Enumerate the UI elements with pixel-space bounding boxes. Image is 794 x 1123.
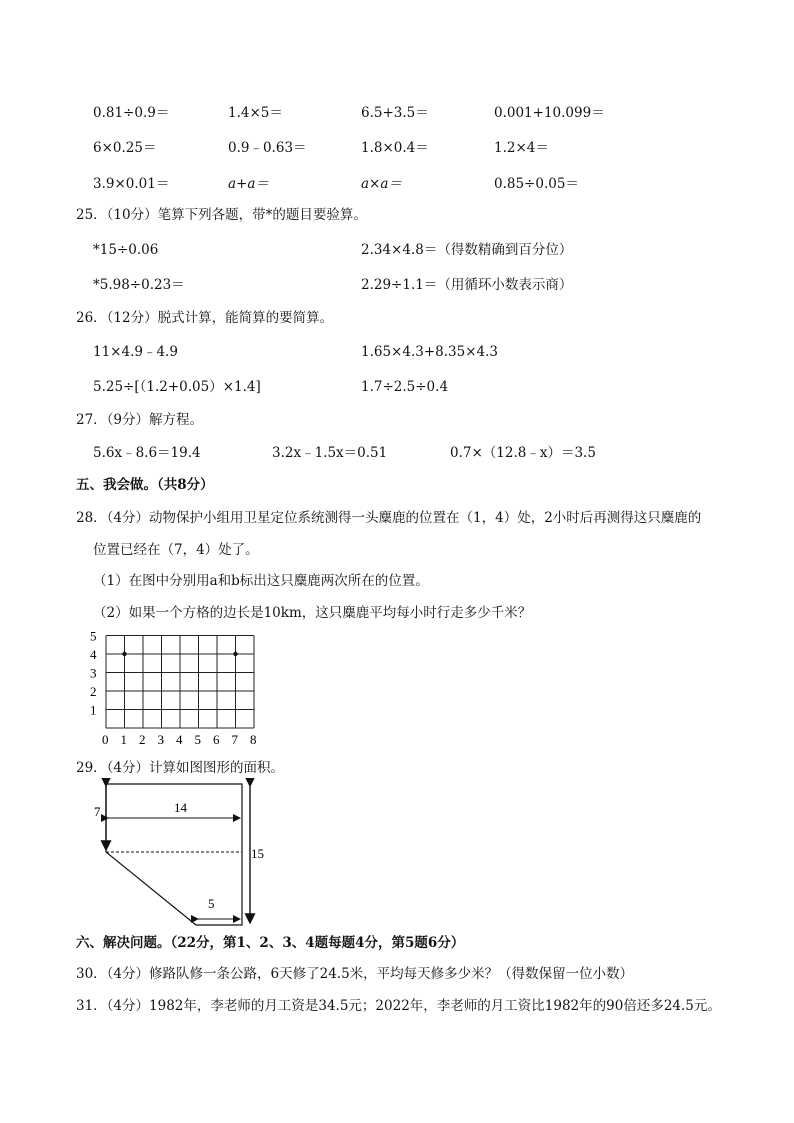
y-tick-label: 1 [90,702,97,718]
q24-r1c1: 0.81÷0.9＝ [93,105,170,121]
dim-top: 14 [174,800,187,815]
y-tick-label: 2 [90,684,97,699]
x-tick-label: 6 [213,732,220,747]
q31-text: 31．（4分）1982年，李老师的月工资是34.5元；2022年，李老师的月工资比1982年的90倍还多24.5元。 [76,998,721,1014]
y-tick-label: 4 [90,647,97,662]
x-tick-label: 7 [231,732,238,747]
q24-r3c3: a×a＝ [361,176,402,192]
q25-item-3: *5.98÷0.23＝ [93,277,185,293]
q28-line2: 位置已经在（7，4）处了。 [93,542,259,558]
q27-eq-1: 5.6x﹣8.6＝19.4 [93,445,201,461]
q25-item-1: *15÷0.06 [93,242,159,258]
dim-left: 7 [94,804,101,819]
q30-text: 30．（4分）修路队修一条公路，6天修了24.5米，平均每天修多少米？（得数保留一位小数） [76,966,634,982]
q24-r1c4: 0.001+10.099＝ [494,105,605,121]
q24-r2c1: 6×0.25＝ [93,140,157,156]
x-tick-label: 4 [176,732,183,747]
dim-bottom: 5 [208,896,215,911]
q24-r3c1: 3.9×0.01＝ [93,176,170,192]
q24-r3c4: 0.85÷0.05＝ [494,176,579,192]
grid-point [233,652,237,656]
q28-sub2: （2）如果一个方格的边长是10km，这只麋鹿平均每小时行走多少千米？ [93,605,532,621]
q24-r3c2: a+a＝ [228,176,269,192]
q27-eq-3: 0.7×（12.8﹣x）＝3.5 [450,445,596,461]
x-tick-label: 3 [157,732,164,747]
q25-item-4: 2.29÷1.1＝（用循环小数表示商） [361,277,573,293]
q24-r2c2: 0.9﹣0.63＝ [228,140,307,156]
q27-title: 27．（9分）解方程。 [76,412,204,428]
q24-r1c3: 6.5+3.5＝ [361,105,429,121]
q26-item-4: 1.7÷2.5÷0.4 [361,379,449,395]
q24-r1c2: 1.4×5＝ [228,105,283,121]
q24-r2c3: 1.8×0.4＝ [361,140,429,156]
x-tick-label: 2 [139,732,146,747]
x-tick-label: 8 [250,732,257,747]
q28-line1: 28．（4分）动物保护小组用卫星定位系统测得一头麋鹿的位置在（1，4）处，2小时后再测得这只麋鹿的 [76,510,702,526]
q26-item-3: 5.25÷[（1.2+0.05）×1.4] [93,379,261,395]
y-tick-label: 5 [90,628,97,644]
y-tick-label: 3 [90,665,97,681]
q26-item-2: 1.65×4.3+8.35×4.3 [361,344,498,360]
q26-item-1: 11×4.9﹣4.9 [93,344,178,360]
q27-eq-2: 3.2x﹣1.5x＝0.51 [272,445,388,461]
dim-right: 15 [251,846,264,861]
q29-title: 29．（4分）计算如图图形的面积。 [76,760,285,776]
grid-point [122,652,126,656]
x-tick-label: 5 [194,732,201,747]
section5-title: 五、我会做。（共8分） [76,477,214,493]
q24-r2c4: 1.2×4＝ [494,140,549,156]
q26-title: 26．（12分）脱式计算，能简算的要简算。 [76,310,334,326]
section6-title: 六、解决问题。（22分，第1、2、3、4题每题4分，第5题6分） [76,935,465,951]
x-tick-label: 0 [102,732,109,747]
coordinate-grid [86,628,266,750]
trapezoid-figure [86,778,286,928]
q28-sub1: （1）在图中分别用a和b标出这只麋鹿两次所在的位置。 [93,573,429,589]
x-tick-label: 1 [120,732,127,747]
q25-item-2: 2.34×4.8＝（得数精确到百分位） [361,242,573,258]
q25-title: 25．（10分）笔算下列各题，带*的题目要验算。 [76,207,367,223]
